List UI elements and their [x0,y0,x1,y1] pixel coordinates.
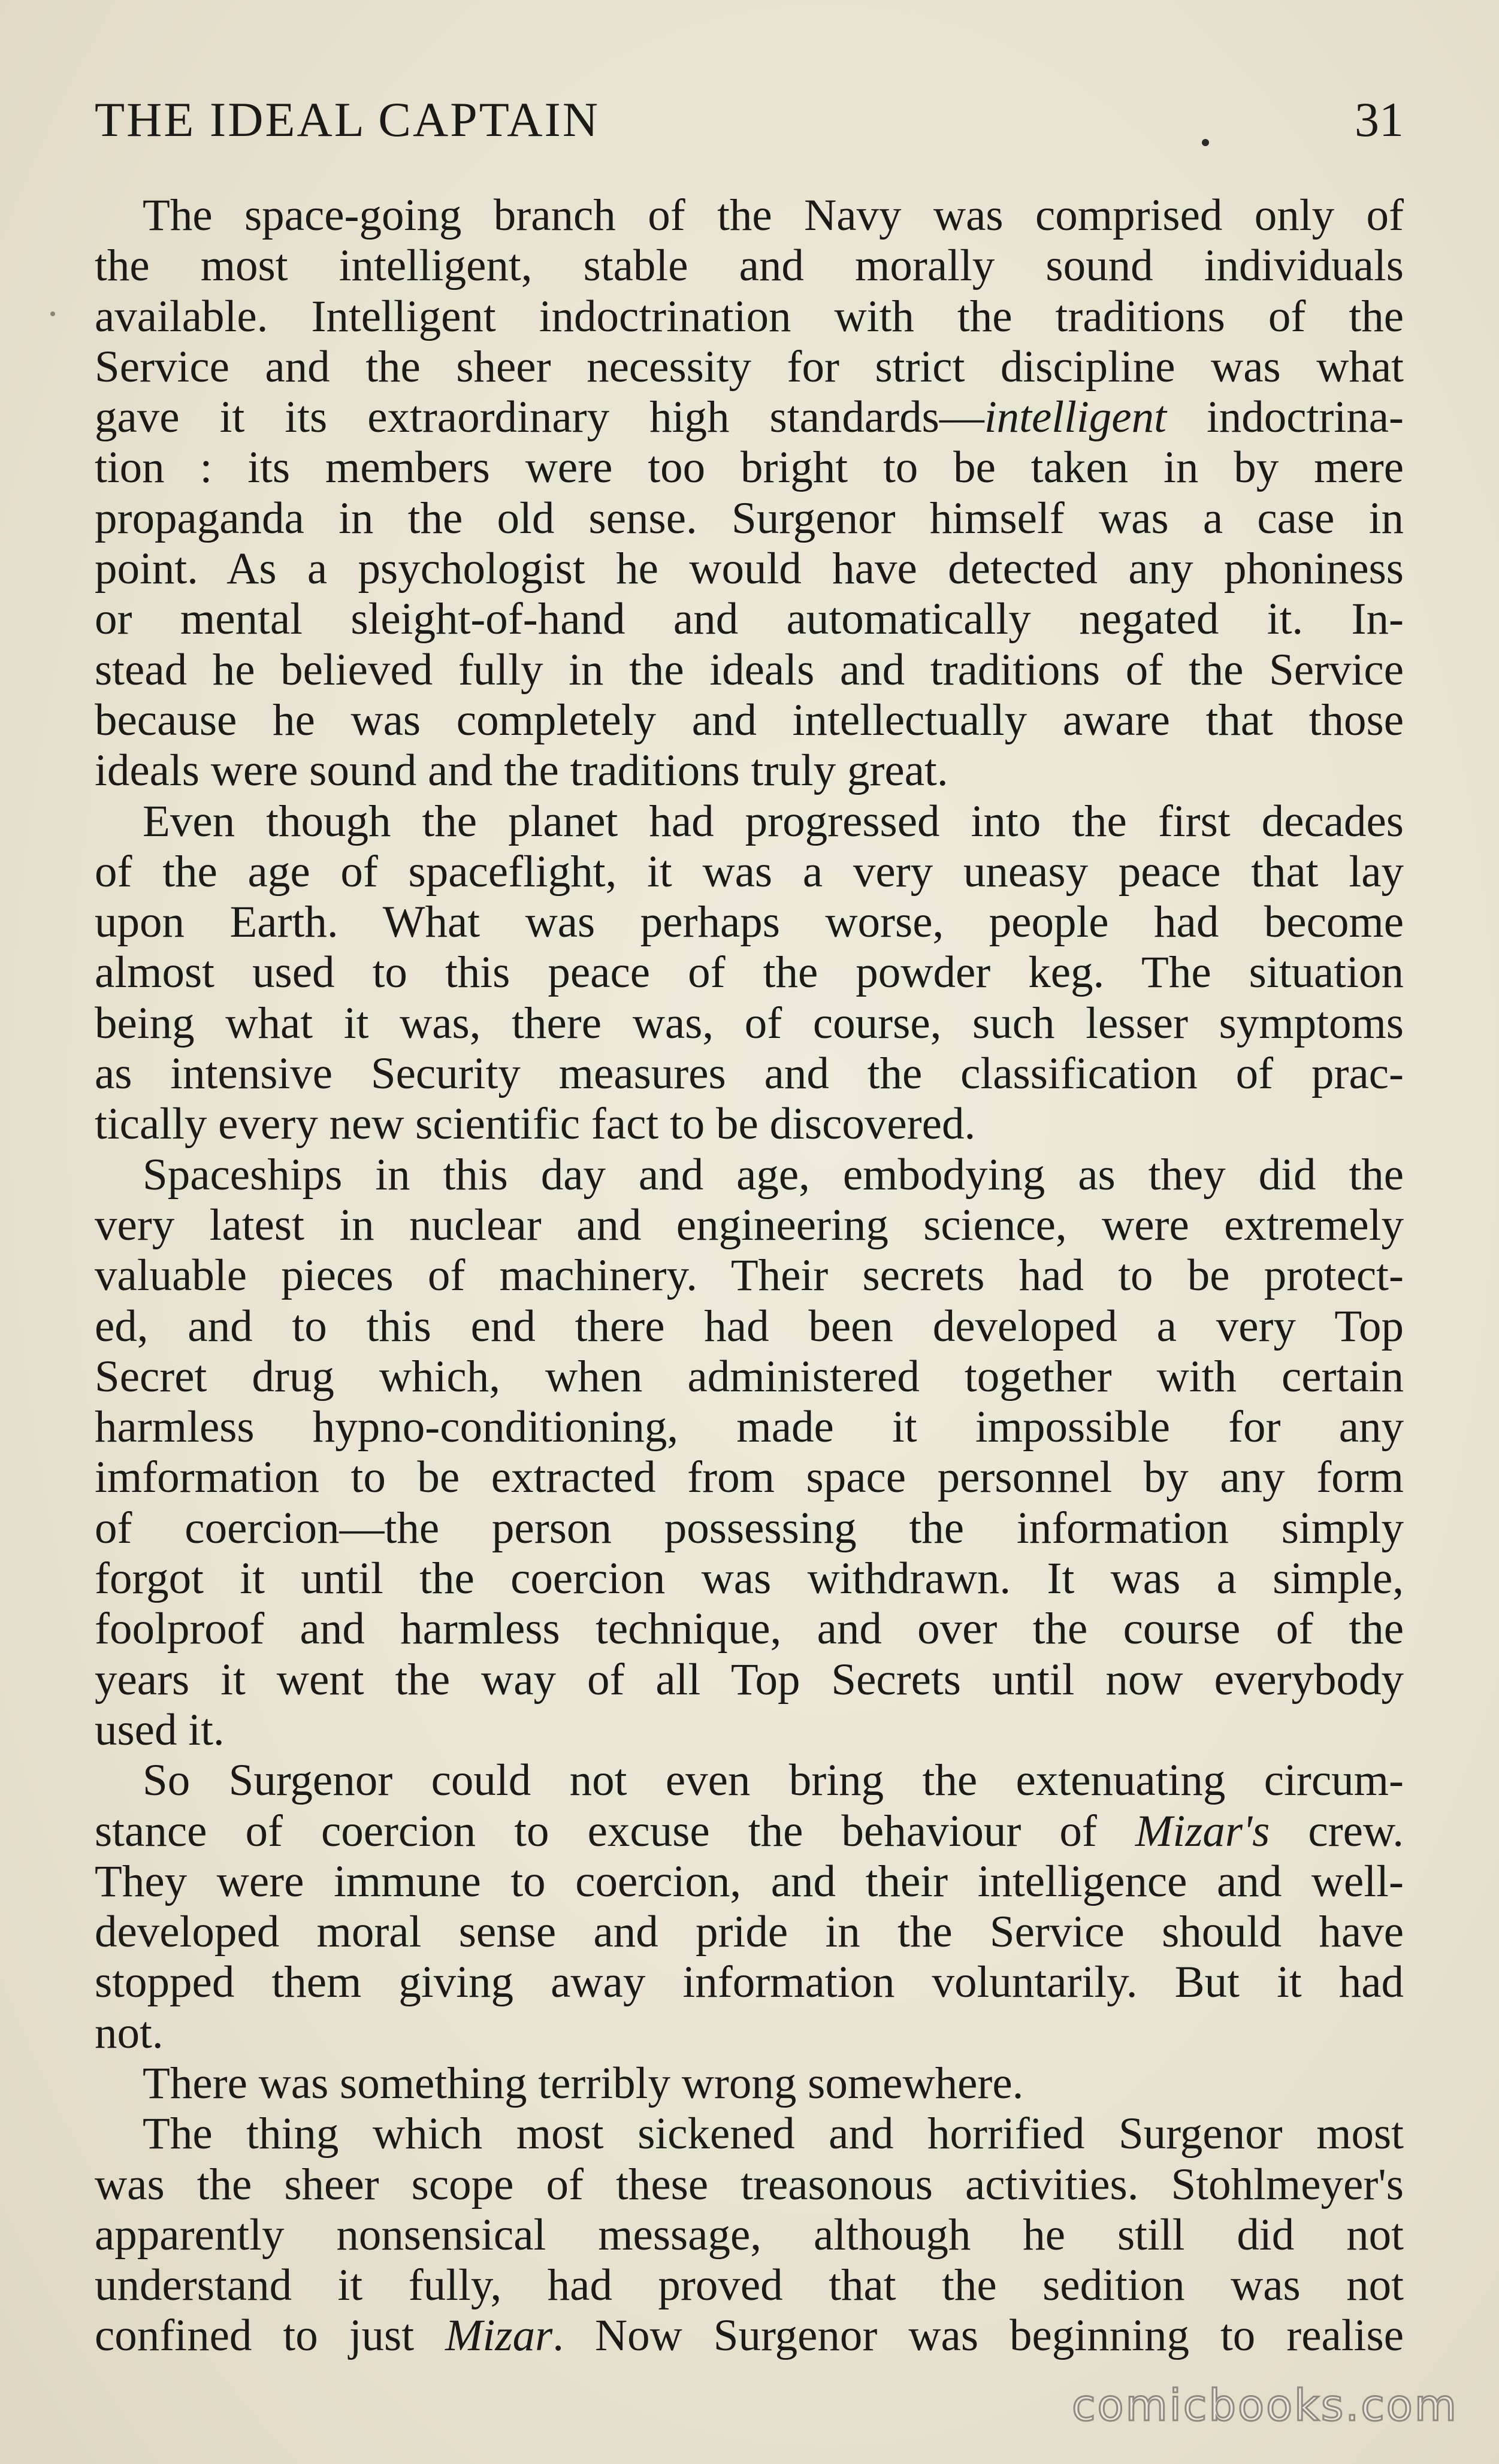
text-run: years it went the way of all Top Secrets until now everybody [95,1654,1404,1705]
text-run: The thing which most sickened and horrified Surgenor most [143,2109,1404,2159]
text-run: being what it was, there was, of course, such lesser symptoms [95,998,1404,1048]
italic-text: Mizar's [1135,1806,1270,1856]
text-line [95,1554,1404,1604]
text-line [95,2160,1404,2210]
text-run: Even though the planet had progressed into the first decades [143,796,1404,846]
text-line [95,1099,1404,1149]
text-line [95,797,1404,847]
text-run: or mental sleight-of-hand and automatically negated it. In- [95,594,1404,644]
text-line [95,2109,1404,2159]
paragraph [95,2109,1404,2361]
text-line [95,1907,1404,1957]
text-run: valuable pieces of machinery. Their secrets had to be protect- [95,1251,1404,1301]
text-run: of coercion—the person possessing the information simply [95,1503,1404,1553]
text-line [95,1655,1404,1705]
text-line [95,2008,1404,2059]
text-run: . Now Surgenor was beginning to realise [552,2311,1404,2361]
text-run: tion : its members were too bright to be taken in by mere [95,443,1404,493]
text-run: The space-going branch of the Navy was comprised only of [143,190,1404,240]
text-line [95,897,1404,948]
text-run: as intensive Security measures and the classification of prac- [95,1049,1404,1099]
text-run: stance of coercion to excuse the behaviour of [95,1806,1135,1856]
text-line [95,1705,1404,1755]
text-line [95,1402,1404,1452]
text-run: because he was completely and intellectually aware that those [95,695,1404,745]
paragraph [95,1755,1404,2059]
text-run: crew. [1270,1806,1404,1856]
text-run: not. [95,2008,164,2058]
text-line [95,695,1404,746]
text-run: almost used to this peace of the powder keg. The situation [95,948,1404,998]
text-line [95,746,1404,796]
watermark: comicbooks.com [1071,2380,1458,2430]
text-run: Spaceships in this day and age, embodying as they did the [143,1149,1404,1200]
text-run: forgot it until the coercion was withdrawn. It was a simple, [95,1554,1404,1604]
text-run: ed, and to this end there had been developed a very Top [95,1301,1404,1351]
text-run: upon Earth. What was perhaps worse, people had become [95,897,1404,948]
text-run: imformation to be extracted from space personnel by any form [95,1452,1404,1503]
text-line [95,1352,1404,1402]
text-line [95,998,1404,1049]
speck-mark [50,311,55,316]
text-line [95,443,1404,493]
text-run: very latest in nuclear and engineering science, were extremely [95,1200,1404,1250]
paragraph [95,1150,1404,1756]
text-line [95,544,1404,594]
text-line [95,241,1404,291]
text-line [95,1806,1404,1857]
text-line [95,1755,1404,1806]
text-run: So Surgenor could not even bring the extenuating circum- [143,1755,1404,1806]
text-run: They were immune to coercion, and their intelligence and well- [95,1856,1404,1906]
paragraph [95,797,1404,1150]
text-line [95,2059,1404,2109]
speck-mark [1202,139,1209,146]
text-line [95,1957,1404,2008]
text-run: the most intelligent, stable and morally sound individuals [95,241,1404,291]
text-run: of the age of spaceflight, it was a very uneasy peace that lay [95,846,1404,897]
text-run: Service and the sheer necessity for strict discipline was what [95,341,1404,392]
italic-text: intelligent [984,392,1166,443]
text-line [95,847,1404,897]
text-line [95,594,1404,644]
text-run: point. As a psychologist he would have detected any phoniness [95,544,1404,594]
text-run: foolproof and harmless technique, and over the course of the [95,1604,1404,1654]
text-run: indoctrina- [1166,392,1404,443]
text-run: There was something terribly wrong somewhere. [143,2058,1024,2108]
text-run: Secret drug which, when administered together with certain [95,1351,1404,1401]
text-run: used it. [95,1705,225,1755]
paragraph [95,2059,1404,2109]
text-line [95,342,1404,392]
chapter-title: THE IDEAL CAPTAIN [95,92,600,147]
text-line [95,1452,1404,1503]
text-line [95,1503,1404,1554]
text-run: understand it fully, had proved that the sedition was not [95,2260,1404,2311]
text-line [95,292,1404,342]
text-run: stopped them giving away information voluntarily. But it had [95,1957,1404,2008]
text-run: was the sheer scope of these treasonous activities. Stohlmeyer's [95,2159,1404,2209]
text-line [95,1857,1404,1907]
text-run: available. Intelligent indoctrination with the traditions of the [95,291,1404,341]
italic-text: Mizar [445,2311,553,2361]
text-line [95,2311,1404,2361]
text-line [95,2210,1404,2260]
text-run: confined to just [95,2311,446,2361]
text-run: propaganda in the old sense. Surgenor himself was a case in [95,493,1404,543]
text-line [95,1049,1404,1099]
body-text [95,190,1404,2362]
text-line [95,948,1404,998]
text-line [95,645,1404,695]
text-run: tically every new scientific fact to be discovered. [95,1099,976,1149]
text-line [95,2260,1404,2311]
text-run: gave it its extraordinary high standards— [95,392,984,443]
text-line [95,1301,1404,1352]
text-line [95,392,1404,443]
text-line [95,1604,1404,1654]
paragraph [95,190,1404,797]
text-run: apparently nonsensical message, although he still did not [95,2209,1404,2260]
text-line [95,1150,1404,1200]
text-run: stead he believed fully in the ideals and traditions of the Service [95,644,1404,695]
text-line [95,494,1404,544]
page-number: 31 [1355,92,1404,147]
text-line [95,1200,1404,1251]
text-line [95,1251,1404,1301]
text-run: ideals were sound and the traditions truly great. [95,746,948,796]
text-run: harmless hypno-conditioning, made it impossible for any [95,1402,1404,1452]
text-run: developed moral sense and pride in the Service should have [95,1907,1404,1957]
text-line [95,190,1404,241]
